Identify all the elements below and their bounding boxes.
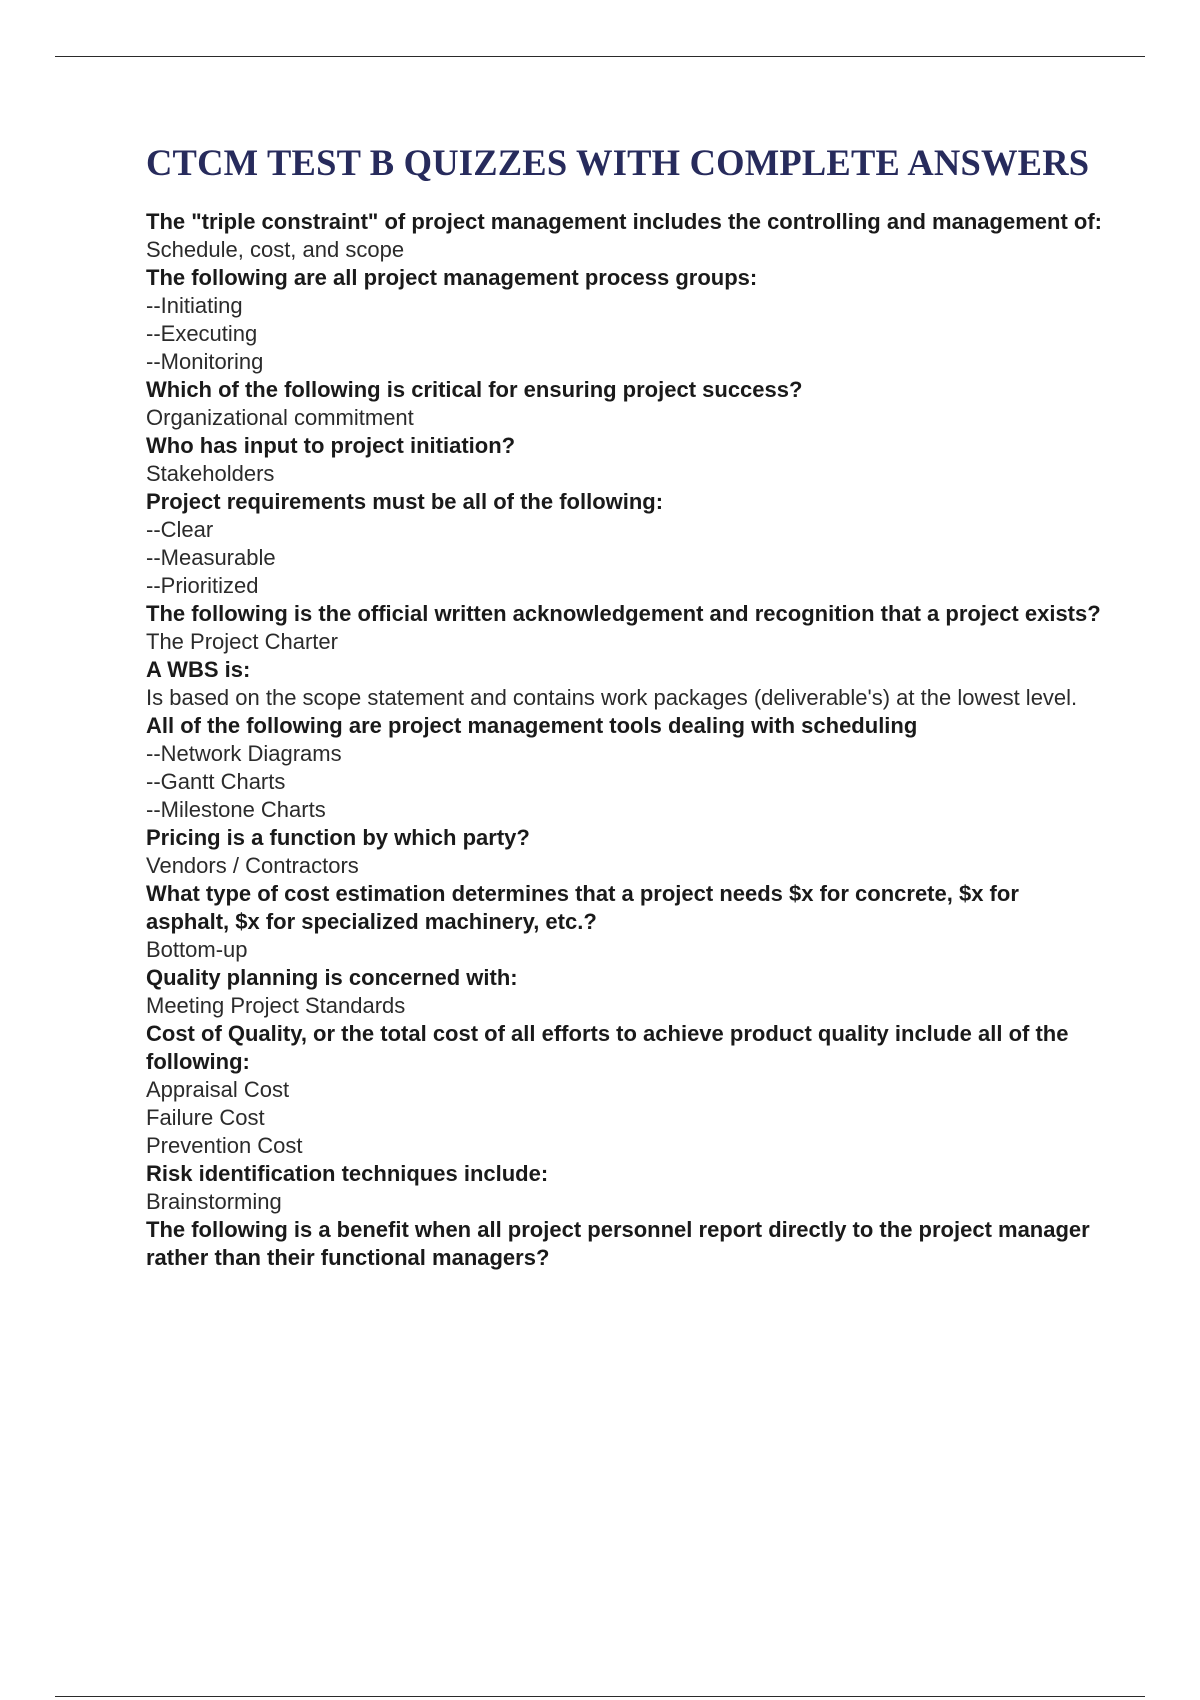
footer-rule [55, 1696, 1145, 1697]
answer-text: Failure Cost [146, 1105, 265, 1130]
question-text: The "triple constraint" of project management includes the controlling and management of: [146, 209, 1102, 234]
answer-text: --Prioritized [146, 573, 259, 598]
answer-text: --Initiating [146, 293, 243, 318]
question-text: The following are all project management process groups: [146, 265, 758, 290]
header-rule [55, 56, 1145, 57]
answer-text: Schedule, cost, and scope [146, 237, 405, 262]
question-text: All of the following are project management tools dealing with scheduling [146, 713, 918, 738]
document-title: CTCM TEST B QUIZZES WITH COMPLETE ANSWERS [146, 142, 1090, 183]
answer-text: The Project Charter [146, 629, 338, 654]
question-text: The following is the official written acknowledgement and recognition that a project exists? [146, 601, 1101, 626]
question-text: Quality planning is concerned with: [146, 965, 518, 990]
qa-list [146, 208, 1106, 1272]
document-body [146, 142, 1106, 1272]
question-text: Risk identification techniques include: [146, 1161, 549, 1186]
answer-text: --Milestone Charts [146, 797, 326, 822]
answer-text: --Monitoring [146, 349, 264, 374]
answer-text: --Executing [146, 321, 258, 346]
question-text: Which of the following is critical for ensuring project success? [146, 377, 803, 402]
answer-text: --Measurable [146, 545, 276, 570]
answer-text: Stakeholders [146, 461, 275, 486]
question-text: Pricing is a function by which party? [146, 825, 530, 850]
answer-text: Brainstorming [146, 1189, 282, 1214]
answer-text: Meeting Project Standards [146, 993, 406, 1018]
answer-text: Appraisal Cost [146, 1077, 290, 1102]
question-text: A WBS is: [146, 657, 251, 682]
answer-text: Vendors / Contractors [146, 853, 359, 878]
answer-text: Bottom-up [146, 937, 248, 962]
question-text: Cost of Quality, or the total cost of all efforts to achieve product quality include all of the following: [146, 1021, 1069, 1074]
answer-text: --Gantt Charts [146, 769, 286, 794]
answer-text: --Network Diagrams [146, 741, 342, 766]
question-text: The following is a benefit when all project personnel report directly to the project manager rather than their functional managers? [146, 1217, 1090, 1270]
question-text: Project requirements must be all of the following: [146, 489, 664, 514]
answer-text: Organizational commitment [146, 405, 414, 430]
answer-text: --Clear [146, 517, 214, 542]
question-text: What type of cost estimation determines that a project needs $x for concrete, $x for asphalt, $x for specialized machinery, etc.? [146, 881, 1019, 934]
answer-text: Is based on the scope statement and contains work packages (deliverable's) at the lowest level. [146, 685, 1078, 710]
answer-text: Prevention Cost [146, 1133, 303, 1158]
question-text: Who has input to project initiation? [146, 433, 516, 458]
